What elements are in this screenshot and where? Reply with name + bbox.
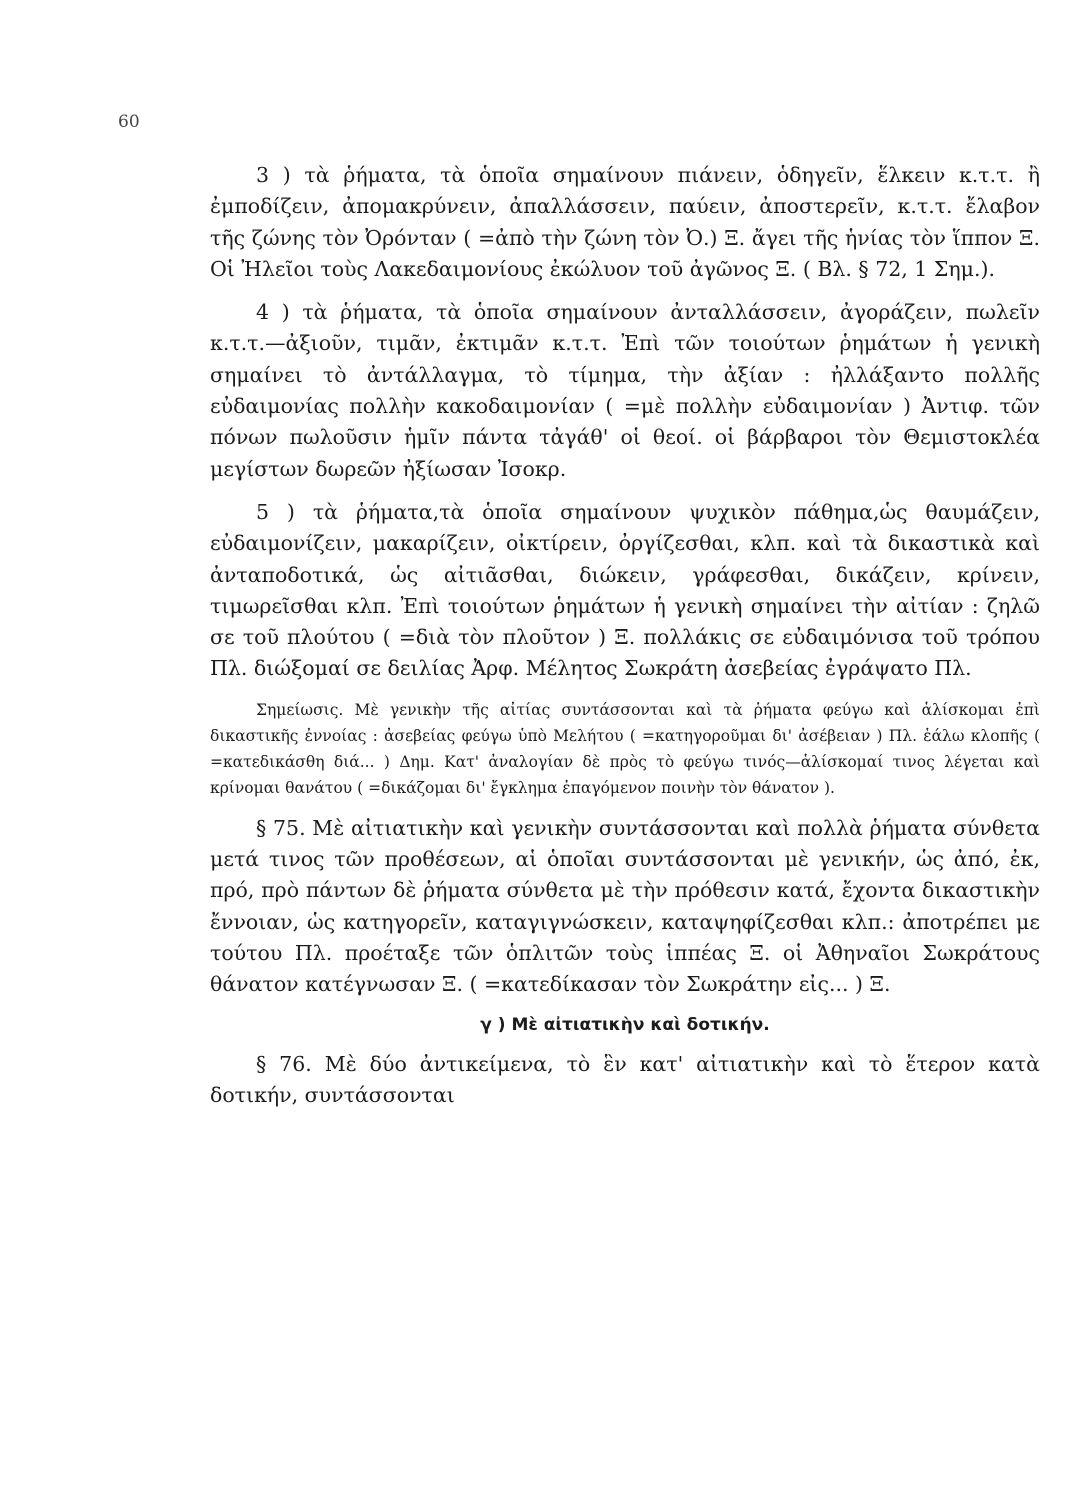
page-number: 60 xyxy=(118,112,140,132)
paragraph-3: 3 ) τὰ ῥήματα, τὰ ὁποῖα σημαίνουν πιάνειν, ὁδηγεῖν, ἕλκειν κ.τ.τ. ἢ ἐμποδίζειν, ἀπομακρύνειν, ἀπαλλάσσειν, παύειν, ἀποστερεῖν, κ.τ.τ. ἔλαβον τῆς ζώνης τὸν Ὀρόνταν ( =ἀπὸ τὴν ζώνη τὸν Ὀ.) Ξ. ἄγει τῆς ἡνίας τὸν ἵππον Ξ. Οἱ Ἠλεῖοι τοὺς Λακεδαιμονίους ἐκώλυον τοῦ ἀγῶνος Ξ. ( Βλ. § 72, 1 Σημ.). xyxy=(210,163,1040,281)
section-75: § 75. Μὲ αἰτιατικὴν καὶ γενικὴν συντάσσονται καὶ πολλὰ ῥήματα σύνθετα μετά τινος τῶν προθέσεων, αἱ ὁποῖαι συντάσσονται μὲ γενικήν, ὡς ἀπό, ἐκ, πρό, πρὸ πάντων δὲ ῥήματα σύνθετα μὲ τὴν πρόθεσιν κατά, ἔχοντα δικαστικὴν ἔννοιαν, ὡς κατηγορεῖν, καταγιγνώσκειν, καταψηφίζεσθαι κλπ.: ἀποτρέπει με τούτου Πλ. προέταξε τῶν ὁπλιτῶν τοὺς ἱππέας Ξ. οἱ Ἀθηναῖοι Σωκράτους θάνατον κατέγνωσαν Ξ. ( =κατεδίκασαν τὸν Σωκράτην εἰς... ) Ξ. xyxy=(210,815,1040,997)
paragraph-5: 5 ) τὰ ῥήματα,τὰ ὁποῖα σημαίνουν ψυχικὸν πάθημα,ὡς θαυμάζειν, εὐδαιμονίζειν, μακαρίζειν, οἰκτίρειν, ὀργίζεσθαι, κλπ. καὶ τὰ δικαστικὰ καὶ ἀνταποδοτικά, ὡς αἰτιᾶσθαι, διώκειν, γράφεσθαι, δικάζειν, κρίνειν, τιμωρεῖσθαι κλπ. Ἐπὶ τοιούτων ῥημάτων ἡ γενικὴ σημαίνει τὴν αἰτίαν : ζηλῶ σε τοῦ πλούτου ( =διὰ τὸν πλοῦτον ) Ξ. πολλάκις σε εὐδαιμόνισα τοῦ τρόπου Πλ. διώξομαί σε δειλίας Ἀρφ. Μέλητος Σωκράτη ἀσεβείας ἐγράψατο Πλ. xyxy=(210,499,1040,681)
section-76: § 76. Μὲ δύο ἀντικείμενα, τὸ ἓν κατ' αἰτιατικὴν καὶ τὸ ἕτερον κατὰ δοτικήν, συντάσσονται xyxy=(210,1051,1040,1107)
subheading-gamma xyxy=(210,1015,1040,1035)
paragraph-4: 4 ) τὰ ῥήματα, τὰ ὁποῖα σημαίνουν ἀνταλλάσσειν, ἀγοράζειν, πωλεῖν κ.τ.τ.—ἀξιοῦν, τιμᾶν, ἐκτιμᾶν κ.τ.τ. Ἐπὶ τῶν τοιούτων ῥημάτων ἡ γενικὴ σημαίνει τὸ ἀντάλλαγμα, τὸ τίμημα, τὴν ἀξίαν : ἠλλάξαντο πολλῆς εὐδαιμονίας πολλὴν κακοδαιμονίαν ( =μὲ πολλὴν εὐδαιμονίαν ) Ἀντιφ. τῶν πόνων πωλοῦσιν ἡμῖν πάντα τἀγάθ' οἱ θεοί. οἱ βάρβαροι τὸν Θεμιστοκλέα μεγίστων δωρεῶν ἠξίωσαν Ἰσοκρ. xyxy=(210,300,1040,481)
note-semeiosis: Σημείωσις. Μὲ γενικὴν τῆς αἰτίας συντάσσονται καὶ τὰ ῥήματα φεύγω καὶ ἁλίσκομαι ἐπὶ δικαστικῆς ἐννοίας : ἀσεβείας φεύγω ὑπὸ Μελήτου ( =κατηγοροῦμαι δι' ἀσέβειαν ) Πλ. ἑάλω κλοπῆς ( =κατεδικάσθη διά... ) Δημ. Κατ' ἀναλογίαν δὲ πρὸς τὸ φεύγω τινός—ἁλίσκομαί τινος λέγεται καὶ κρίνομαι θανάτου ( =δικάζομαι δι' ἔγκλημα ἐπαγόμενον ποινὴν τὸν θάνατον ). xyxy=(210,700,1040,797)
text-body xyxy=(210,160,1040,1111)
subheading-text: γ ) Μὲ αἰτιατικὴν καὶ δοτικήν. xyxy=(480,1014,770,1035)
